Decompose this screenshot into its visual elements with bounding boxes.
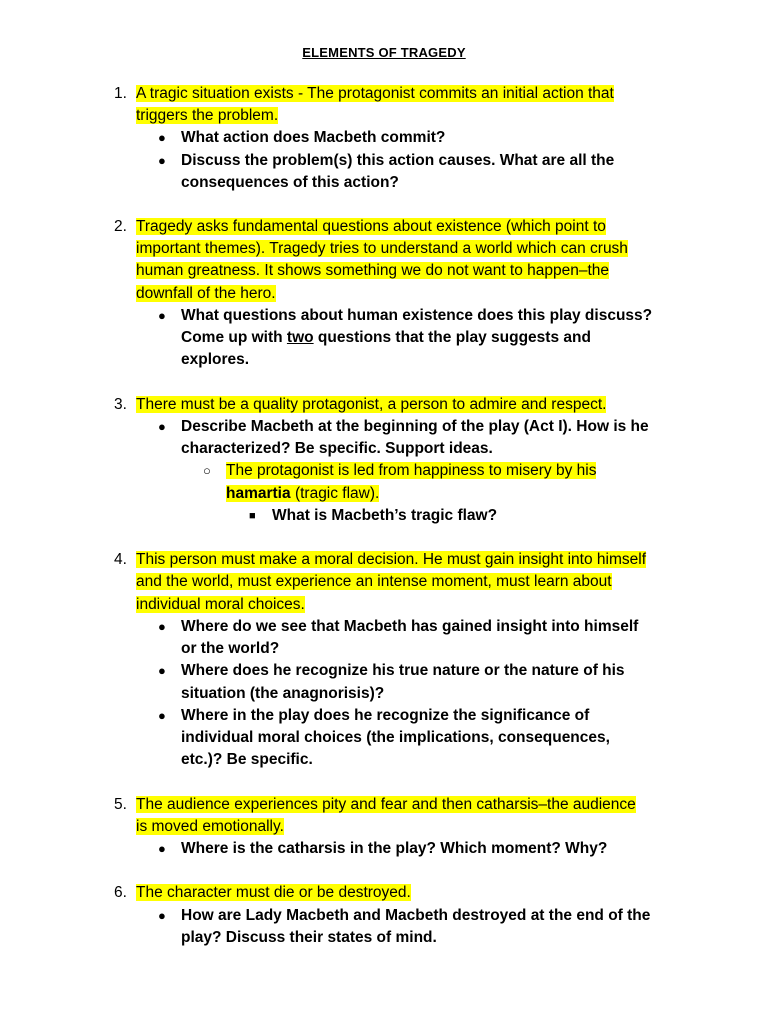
item-3-sub-line-2: hamartia (tragic flaw).: [226, 485, 380, 502]
item-5-line-2: is moved emotionally.: [136, 818, 284, 835]
item-4-question-3-line-3: etc.)? Be specific.: [181, 751, 313, 768]
item-2-line-4: downfall of the hero.: [136, 285, 276, 302]
bullet-icon: ●: [158, 419, 166, 434]
bullet-icon: ●: [158, 153, 166, 168]
item-2-question-1-line-3: explores.: [181, 351, 250, 368]
item-3-subsub-question: What is Macbeth’s tragic flaw?: [272, 507, 498, 524]
item-1-number: 1.: [114, 85, 127, 102]
item-5-question-1: Where is the catharsis in the play? Which moment? Why?: [181, 840, 608, 857]
item-3-number: 3.: [114, 396, 127, 413]
emphasis-two: two: [286, 329, 314, 346]
item-1-question-1: What action does Macbeth commit?: [181, 129, 446, 146]
item-6-question-1-line-1: How are Lady Macbeth and Macbeth destroyed at the end of the: [181, 907, 651, 924]
circle-bullet-icon: ○: [203, 463, 211, 478]
bullet-icon: ●: [158, 619, 166, 634]
item-1-line-2: triggers the problem.: [136, 107, 279, 124]
item-4-question-1-line-1: Where do we see that Macbeth has gained insight into himself: [181, 618, 639, 635]
item-1-question-2-line-2: consequences of this action?: [181, 174, 399, 191]
bullet-icon: ●: [158, 708, 166, 723]
item-4-question-3-line-1: Where in the play does he recognize the significance of: [181, 707, 590, 724]
bullet-icon: ●: [158, 908, 166, 923]
term-hamartia: hamartia: [226, 485, 291, 502]
item-2-question-1-line-2: Come up with two questions that the play suggests and: [181, 329, 591, 346]
item-4-number: 4.: [114, 551, 127, 568]
item-6-line-1: The character must die or be destroyed.: [136, 884, 411, 901]
bullet-icon: ●: [158, 130, 166, 145]
item-5-line-1: The audience experiences pity and fear and then catharsis–the audience: [136, 796, 636, 813]
item-2-number: 2.: [114, 218, 127, 235]
item-2-line-1: Tragedy asks fundamental questions about existence (which point to: [136, 218, 606, 235]
bullet-icon: ●: [158, 308, 166, 323]
item-2-line-3: human greatness. It shows something we do not want to happen–the: [136, 262, 610, 279]
item-3-question-1-line-1: Describe Macbeth at the beginning of the play (Act I). How is he: [181, 418, 649, 435]
item-5-number: 5.: [114, 796, 127, 813]
document-title: ELEMENTS OF TRAGEDY: [302, 45, 466, 60]
item-4-question-3-line-2: individual moral choices (the implications, consequences,: [181, 729, 610, 746]
item-4-question-2-line-1: Where does he recognize his true nature or the nature of his: [181, 662, 625, 679]
bullet-icon: ●: [158, 663, 166, 678]
item-1-question-2-line-1: Discuss the problem(s) this action causes. What are all the: [181, 152, 615, 169]
item-4-line-2: and the world, must experience an intense moment, must learn about: [136, 573, 612, 590]
item-4-line-1: This person must make a moral decision. He must gain insight into himself: [136, 551, 646, 568]
item-2-question-1-line-1: What questions about human existence does this play discuss?: [181, 307, 653, 324]
item-2-line-2: important themes). Tragedy tries to understand a world which can crush: [136, 240, 628, 257]
bullet-icon: ●: [158, 841, 166, 856]
item-3-sub-line-1: The protagonist is led from happiness to misery by his: [226, 462, 597, 479]
square-bullet-icon: ■: [249, 510, 256, 522]
item-6-question-1-line-2: play? Discuss their states of mind.: [181, 929, 437, 946]
item-6-number: 6.: [114, 884, 127, 901]
item-3-question-1-line-2: characterized? Be specific. Support ideas.: [181, 440, 493, 457]
item-1-line-1: A tragic situation exists - The protagonist commits an initial action that: [136, 85, 614, 102]
item-4-question-1-line-2: or the world?: [181, 640, 280, 657]
item-4-line-3: individual moral choices.: [136, 596, 305, 613]
item-3-line-1: There must be a quality protagonist, a person to admire and respect.: [136, 396, 607, 413]
item-4-question-2-line-2: situation (the anagnorisis)?: [181, 685, 385, 702]
